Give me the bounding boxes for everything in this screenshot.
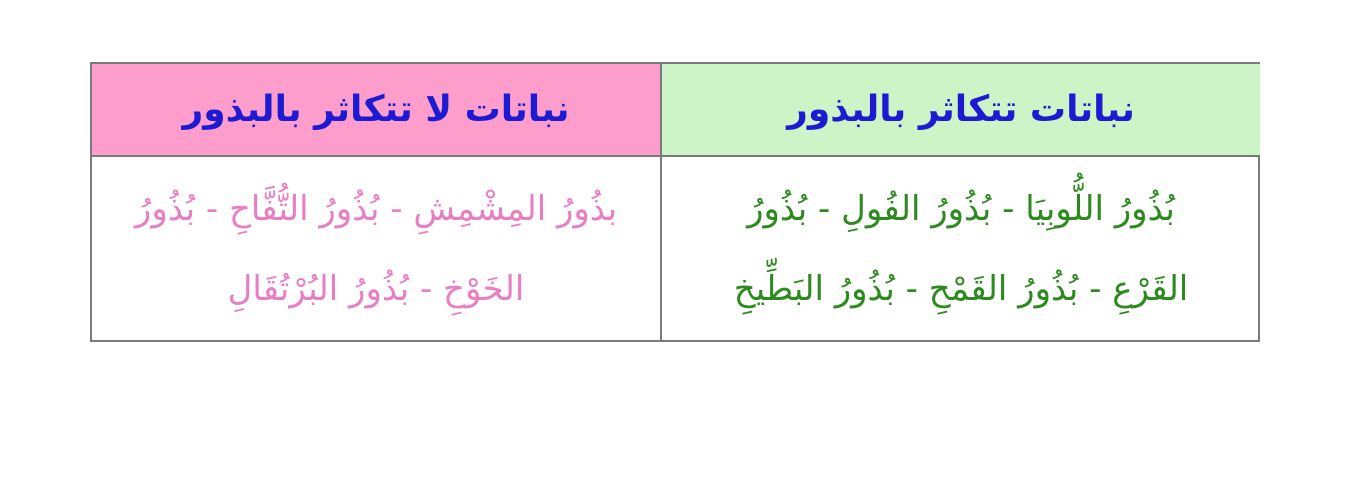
header-seed-plants-label: نباتات تتكاثر بالبذور: [787, 88, 1135, 130]
header-seed-plants: [662, 64, 1260, 157]
seed-plants-cell: [662, 157, 1260, 340]
seed-line-2: القَرْعِ - بُذُورُ القَمْحِ - بُذُورُ البَطِّيخِ: [733, 268, 1189, 309]
non-seed-line-2: الخَوْخِ - بُذُورُ البُرْتُقَالِ: [227, 268, 525, 309]
non-seed-line-1: بذُورُ المِشْمِشِ - بُذُورُ التُّفَّاحِ - بُذُورُ: [134, 188, 618, 229]
header-non-seed-plants-label: نباتات لا تتكاثر بالبذور: [182, 88, 570, 130]
non-seed-plants-text: [113, 169, 639, 329]
header-non-seed-plants: [92, 64, 662, 157]
non-seed-plants-cell: [92, 157, 662, 340]
seed-line-1: بُذُورُ اللُّوبِيَا - بُذُورُ الفُولِ - بُذُورُ: [747, 188, 1175, 229]
plants-reproduction-table: [90, 62, 1260, 342]
seed-plants-text: [712, 169, 1211, 329]
